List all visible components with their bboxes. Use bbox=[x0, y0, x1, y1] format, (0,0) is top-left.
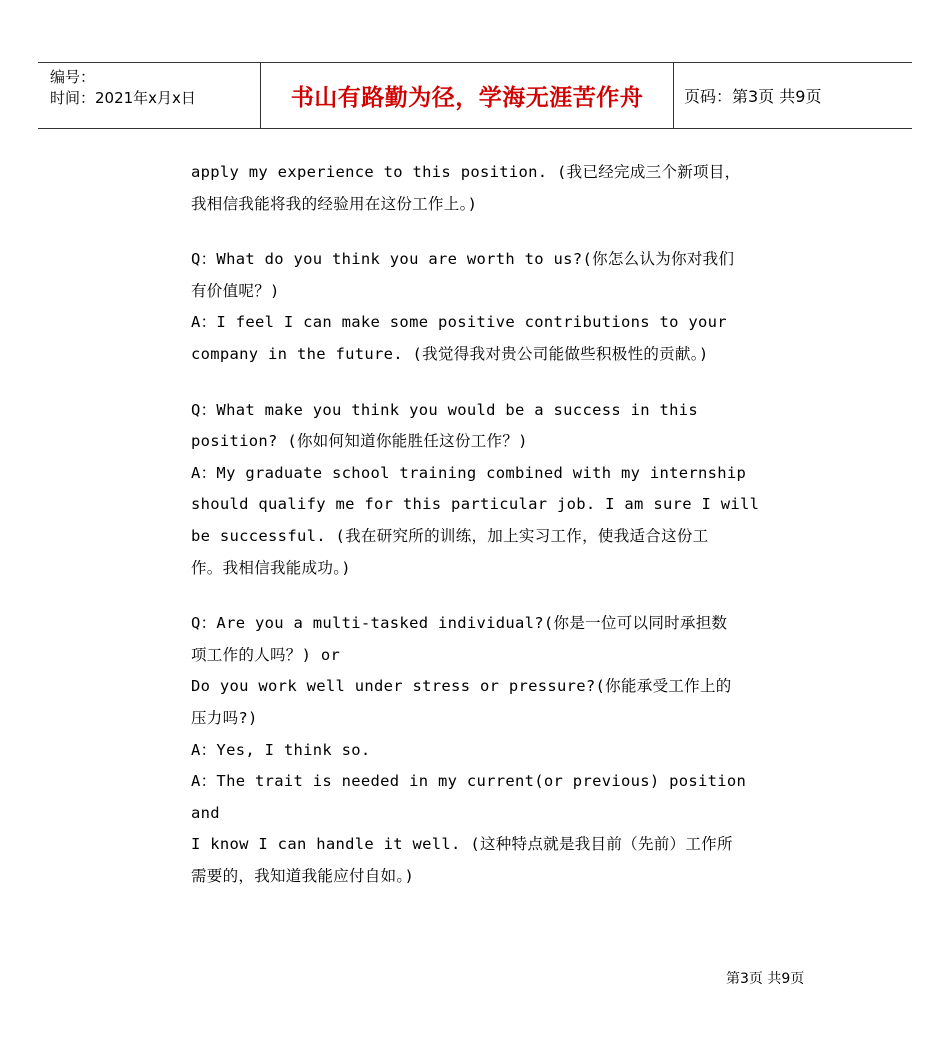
body-line: Do you work well under stress or pressure?(你能承受工作上的 bbox=[191, 677, 732, 696]
body-line: be successful. (我在研究所的训练，加上实习工作，使我适合这份工 bbox=[191, 526, 709, 545]
body-line: 需要的，我知道我能应付自如。) bbox=[191, 866, 415, 885]
page-header bbox=[38, 62, 912, 129]
body-line: position? (你如何知道你能胜任这份工作？) bbox=[191, 432, 528, 451]
paragraph-gap bbox=[191, 220, 763, 244]
paragraph-gap bbox=[191, 584, 763, 608]
body-line: I know I can handle it well. (这种特点就是我目前（先前）工作所 bbox=[191, 835, 733, 854]
body-line: Q：Are you a multi-tasked individual?(你是一位可以同时承担数 bbox=[191, 614, 728, 633]
body-line: company in the future. (我觉得我对贵公司能做些积极性的贡献。) bbox=[191, 344, 709, 363]
page-footer: 第3页 共9页 bbox=[726, 971, 805, 987]
body-line: 作。我相信我能成功。) bbox=[191, 558, 351, 577]
header-motto: 书山有路勤为径，学海无涯苦作舟 bbox=[290, 85, 644, 111]
document-body bbox=[191, 157, 763, 892]
body-line: apply my experience to this position. (我已经完成三个新项目， bbox=[191, 163, 741, 181]
body-line: 压力吗?) bbox=[191, 708, 258, 727]
paragraph-gap bbox=[191, 371, 763, 395]
header-page-code: 页码：第3页 共9页 bbox=[684, 87, 822, 106]
body-line: A：I feel I can make some positive contributions to your bbox=[191, 313, 727, 332]
body-line: Q：What do you think you are worth to us?(你怎么认为你对我们 bbox=[191, 250, 735, 269]
header-time-label: 时间：2021年x月x日 bbox=[50, 89, 196, 107]
body-line: A：My graduate school training combined with my internship bbox=[191, 463, 747, 482]
body-line: A：The trait is needed in my current(or previous) position and bbox=[191, 772, 756, 822]
body-line: A：Yes, I think so. bbox=[191, 740, 371, 759]
header-number-label: 编号： bbox=[50, 68, 96, 86]
body-line: 项工作的人吗？) or bbox=[191, 645, 341, 664]
body-line: 有价值呢？) bbox=[191, 281, 280, 300]
header-meta bbox=[50, 67, 196, 109]
header-divider-right bbox=[673, 63, 674, 128]
body-line: 我相信我能将我的经验用在这份工作上。) bbox=[191, 194, 478, 213]
body-line: Q：What make you think you would be a success in this bbox=[191, 400, 699, 419]
body-line: should qualify me for this particular job. I am sure I will bbox=[191, 495, 760, 514]
